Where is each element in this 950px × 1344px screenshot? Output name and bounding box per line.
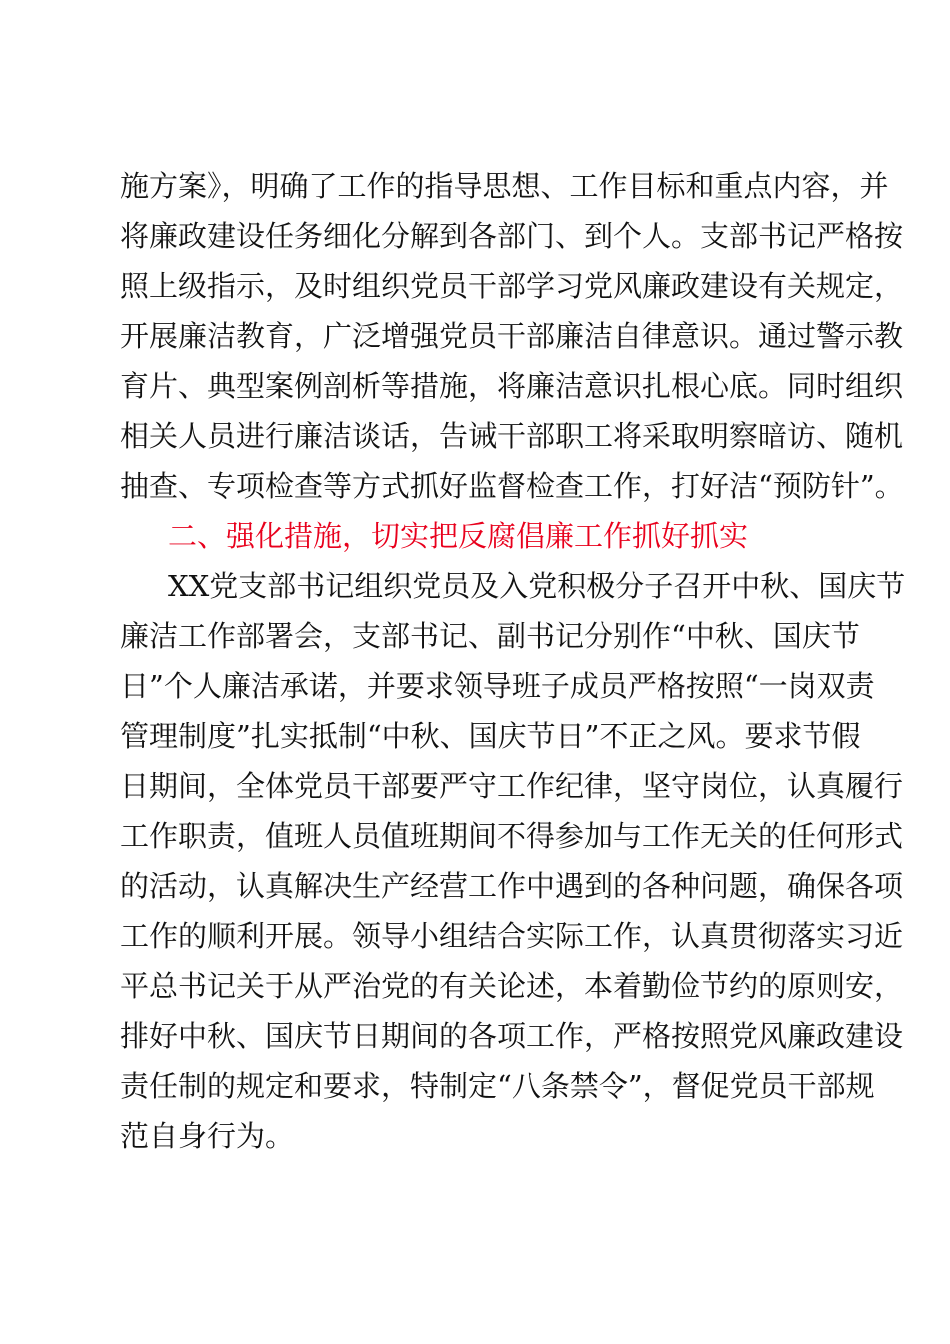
paragraph-line: 责任制的规定和要求，特制定“八条禁令”，督促党员干部规 [120,1069,875,1103]
paragraph-line: 廉洁工作部署会，支部书记、副书记分别作“中秋、国庆节 [120,619,860,653]
paragraph-line: 范自身行为。 [120,1119,295,1153]
paragraph-line: 开展廉洁教育，广泛增强党员干部廉洁自律意识。通过警示教 [120,319,904,353]
section-heading: 二、强化措施，切实把反腐倡廉工作抓好抓实 [168,519,749,553]
paragraph-line: 相关人员进行廉洁谈话，告诫干部职工将采取明察暗访、随机 [120,419,904,453]
paragraph-line: 施方案》，明确了工作的指导思想、工作目标和重点内容，并 [120,169,889,203]
paragraph-line: 管理制度”扎实抵制“中秋、国庆节日”不正之风。要求节假 [120,719,861,753]
paragraph-line: 育片、典型案例剖析等措施，将廉洁意识扎根心底。同时组织 [120,369,904,403]
paragraph-line: 日期间，全体党员干部要严守工作纪律，坚守岗位，认真履行 [120,769,904,803]
paragraph-line: 平总书记关于从严治党的有关论述，本着勤俭节约的原则安， [120,969,904,1003]
paragraph-line: 工作职责，值班人员值班期间不得参加与工作无关的任何形式 [120,819,904,853]
paragraph-line: XX党支部书记组织党员及入党积极分子召开中秋、国庆节 [168,569,906,603]
paragraph-line: 抽查、专项检查等方式抓好监督检查工作，打好洁“预防针”。 [120,469,904,503]
paragraph-line: 排好中秋、国庆节日期间的各项工作，严格按照党风廉政建设 [120,1019,904,1053]
paragraph-line: 的活动，认真解决生产经营工作中遇到的各种问题，确保各项 [120,869,904,903]
paragraph-line: 工作的顺利开展。领导小组结合实际工作，认真贯彻落实习近 [120,919,904,953]
paragraph-line: 将廉政建设任务细化分解到各部门、到个人。支部书记严格按 [120,219,904,253]
paragraph-line: 照上级指示，及时组织党员干部学习党风廉政建设有关规定， [120,269,904,303]
paragraph-line: 日”个人廉洁承诺，并要求领导班子成员严格按照“一岗双责 [120,669,875,703]
